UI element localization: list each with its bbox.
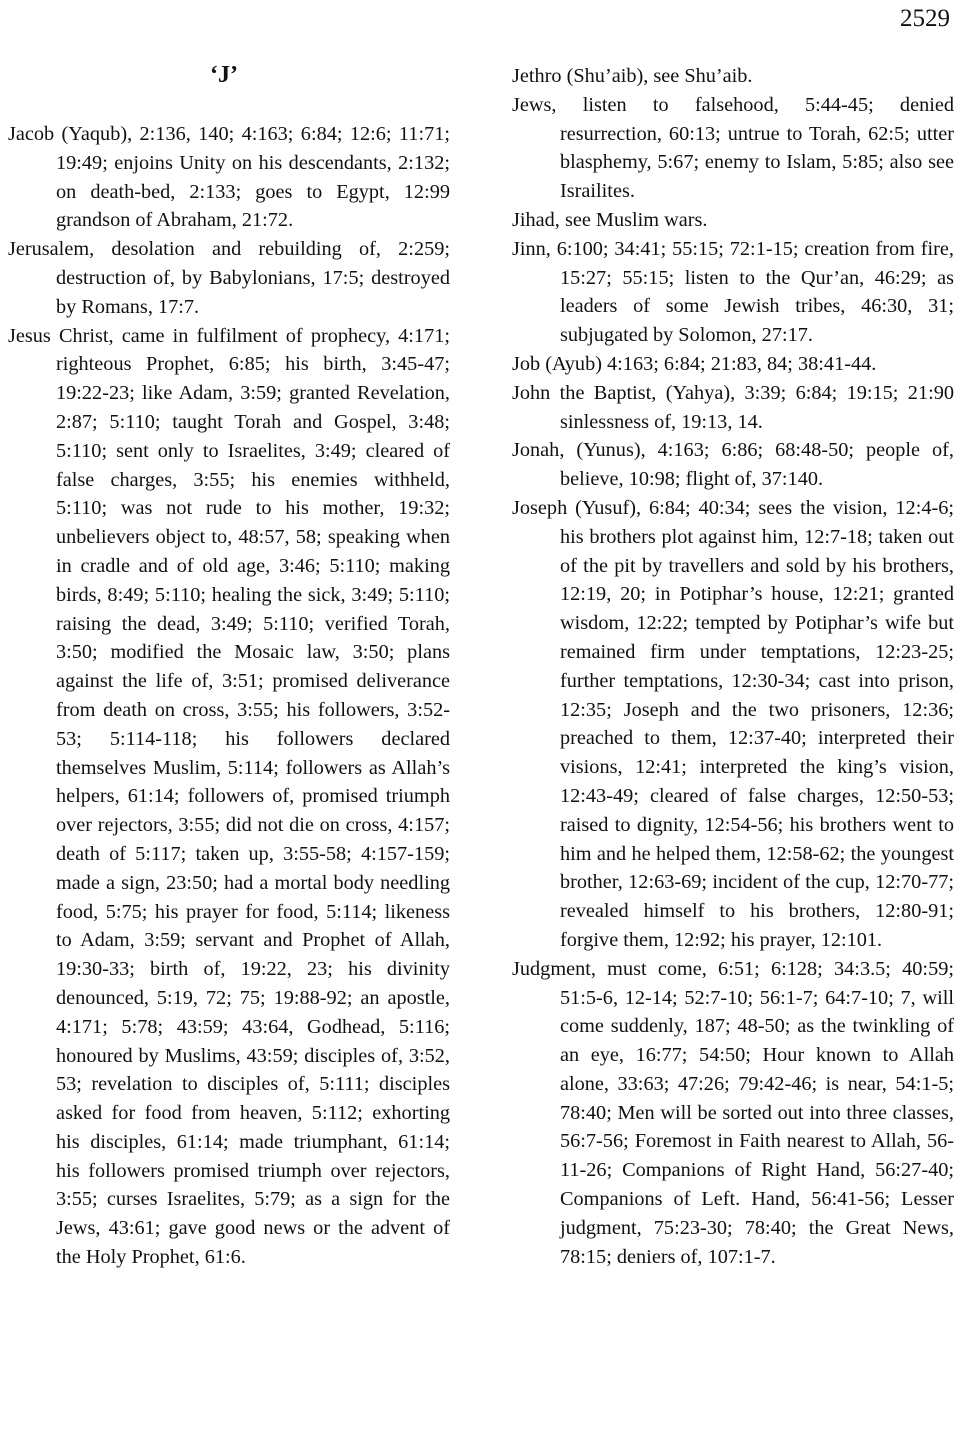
- index-entry-jonah: Jonah, (Yunus), 4:163; 6:86; 68:48-50; people of, believe, 10:98; flight of, 37:140.: [512, 439, 954, 491]
- index-entry-jethro: Jethro (Shu’aib), see Shu’aib.: [512, 65, 753, 87]
- index-entry-jihad: Jihad, see Muslim wars.: [512, 208, 708, 231]
- index-entry-jinn: Jinn, 6:100; 34:41; 55:15; 72:1-15; creation from fire, 15:27; 55:15; listen to the Qur’an, 46:29; as leaders of some Jewish tribes, 46:30, 31; subjugated by Solomon, 27:17.: [512, 237, 954, 347]
- page-number: 2529: [900, 5, 950, 32]
- index-entry-job: Job (Ayub) 4:163; 6:84; 21:83, 84; 38:41-44.: [512, 352, 877, 375]
- index-entry-joseph: Joseph (Yusuf), 6:84; 40:34; sees the vision, 12:4-6; his brothers plot against him, 12:7-18; taken out of the pit by travellers and sold by his brothers, 12:19, 20; in Potiphar’s house, 12:21; granted wisdom, 12:22; tempted by Potiphar’s wife but remained firm under temptations, 12:23-25; further temptations, 12:30-34; cast into prison, 12:35; Joseph and the two prisoners, 12:36; preached to them, 12:37-40; interpreted their visions, 12:41; interpreted the king’s vision, 12:43-49; cleared of false charges, 12:50-53; raised to dignity, 12:54-56; his brothers went to him and he helped them, 12:58-62; the youngest brother, 12:63-69; incident of the cup, 12:70-77; revealed himself to his brothers, 12:80-91; forgive them, 12:92; his prayer, 12:101.: [512, 496, 954, 951]
- left-column: [8, 60, 450, 1272]
- index-entry-jacob: Jacob (Yaqub), 2:136, 140; 4:163; 6:84; 12:6; 11:71; 19:49; enjoins Unity on his descendants, 2:132; on death-bed, 2:133; goes to Egypt, 12:99 grandson of Abraham, 21:72.: [8, 123, 450, 232]
- right-column: [512, 62, 954, 1271]
- section-heading: ‘J’: [210, 62, 238, 88]
- index-entry-jerusalem: Jerusalem, desolation and rebuilding of, 2:259; destruction of, by Babylonians, 17:5; destroyed by Romans, 17:7.: [8, 238, 450, 318]
- index-entry-judgment: Judgment, must come, 6:51; 6:128; 34:3.5; 40:59; 51:5-6, 12-14; 52:7-10; 56:1-7; 64:7-10; 7, will come suddenly, 187; 48-50; as the twinkling of an eye, 16:77; 54:50; Hour known to Allah alone, 33:63; 47:26; 79:42-46; is near, 54:1-5; 78:40; Men will be sorted out into three classes, 56:7-56; Foremost in Faith nearest to Allah, 56-11-26; Companions of Right Hand, 56:27-40; Companions of Left. Hand, 56:41-56; Lesser judgment, 75:23-30; 78:40; the Great News, 78:15; deniers of, 107:1-7.: [512, 957, 954, 1268]
- index-entry-jews: Jews, listen to falsehood, 5:44-45; denied resurrection, 60:13; untrue to Torah, 62:5; utter blasphemy, 5:67; enemy to Islam, 5:85; also see Israilites.: [512, 93, 954, 203]
- index-entry-john-the-baptist: John the Baptist, (Yahya), 3:39; 6:84; 19:15; 21:90 sinlessness of, 19:13, 14.: [512, 381, 954, 433]
- index-entry-jesus-christ: Jesus Christ, came in fulfilment of prophecy, 4:171; righteous Prophet, 6:85; his birth, 3:45-47; 19:22-23; like Adam, 3:59; granted Revelation, 2:87; 5:110; taught Torah and Gospel, 3:48; 5:110; sent only to Israelites, 3:49; cleared of false charges, 3:55; his enemies withheld, 5:110; was not rude to his mother, 19:32; unbelievers object to, 48:57, 58; speaking when in cradle and of old age, 3:46; 5:110; making birds, 8:49; 5:110; healing the sick, 3:49; 5:110; raising the dead, 3:49; 5:110; verified Torah, 3:50; modified the Mosaic law, 3:50; plans against the life of, 3:51; promised deliverance from death on cross, 3:55; his followers, 3:52-53; 5:114-118; his followers declared themselves Muslim, 5:114; followers as Allah’s helpers, 61:14; followers of, promised triumph over rejectors, 3:55; did not die on cross, 4:157; death of 5:117; taken up, 3:55-58; 4:157-159; made a sign, 23:50; had a mortal body needling food, 5:75; his prayer for food, 5:114; likeness to Adam, 3:59; servant and Prophet of Allah, 19:30-33; birth of, 19:22, 23; his divinity denounced, 5:19, 72; 75; 19:88-92; an apostle, 4:171; 5:78; 43:59; 43:64, Godhead, 5:116; honoured by Muslims, 43:59; disciples of, 3:52, 53; revelation to disciples of, 5:111; disciples asked for food from heaven, 5:112; exhorting his disciples, 61:14; made triumphant, 61:14; his followers promised triumph over rejectors, 3:55; curses Israelites, 5:79; as a sign for the Jews, 43:61; gave good news or the advent of the Holy Prophet, 61:6.: [8, 324, 450, 1269]
